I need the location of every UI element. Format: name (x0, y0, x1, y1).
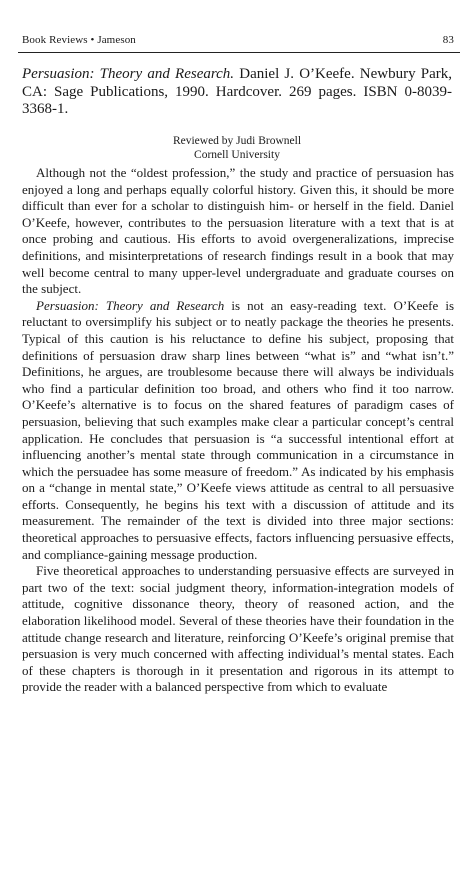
review-body (22, 165, 454, 696)
header-rule (18, 52, 460, 53)
review-paragraph-3: Five theoretical approaches to understanding persuasive effects are surveyed in part two of the text: social judgment theory, information-integration models of attitude, cognitive dissonance theory, theory of reasoned action, and the elaboration likelihood model. Several of these theories have their foundation in the attitude change research and literature, reinforcing O’Keefe’s original premise that persuasion is very much concerned with affecting individual’s mental states. Each of these chapters is thorough in it presentation and rigorous in its attempt to provide the reader with a balanced perspective from which to evaluate (22, 563, 454, 695)
page-number: 83 (442, 34, 454, 46)
book-title-mention: Persuasion: Theory and Research (36, 297, 225, 313)
book-citation (22, 66, 452, 119)
review-paragraph-1: Although not the “oldest profession,” the study and practice of persuasion has enjoyed a long and perhaps equally colorful history. Given this, it should be more difficult than ever for a scholar to distinguish him- or herself in the field. Daniel O’Keefe, however, contributes to the persuasion literature with a text that is at once probing and cautious. His efforts to avoid overgeneralizations, imprecise definitions, and misinterpretations of research findings result in a book that may well become central to many upper-level undergraduate and graduate courses on the subject. (22, 165, 454, 297)
review-paragraph-2-text: is not an easy-reading text. O’Keefe is reluctant to oversimplify his subject or to neatly package the theories he presents. Typical of this caution is his reluctance to define his subject, proposing that definitions of persuasion draw sharp lines between “what is” and “what isn’t.” Definitions, he argues, are troublesome because there will always be individuals who find a particular definition too broad, and others who find it too narrow. O’Keefe’s alternative is to focus on the shared features of paradigm cases of persuasion, believing that such examples make clear a particular concept’s central application. He concludes that persuasion is “a successful intentional effort at influencing another’s mental state through communication in a circumstance in which the persuadee has some measure of freedom.” As indicated by his emphasis on a “change in mental state,” O’Keefe views attitude as central to all persuasive efforts. Consequently, he begins his text with a discussion of attitude and its measurement. The remainder of the text is divided into three major sections: theoretical approaches to persuasive effects, factors influencing persuasive effects, and compliance-gaining message production. (22, 297, 454, 562)
reviewer-affiliation: Cornell University (194, 149, 280, 161)
reviewer-byline (0, 134, 474, 162)
review-paragraph-2 (22, 298, 454, 564)
reviewer-name: Reviewed by Judi Brownell (172, 135, 302, 147)
section-title: Book Reviews • Jameson (22, 34, 136, 46)
book-details: Daniel J. O’Keefe. Newbury Park, CA: Sage Publications, 1990. Hardcover. 269 pages. ISBN 0-8039-3368-1. (22, 66, 453, 117)
book-title: Persuasion: Theory and Research. (22, 66, 235, 82)
running-head (22, 34, 454, 46)
